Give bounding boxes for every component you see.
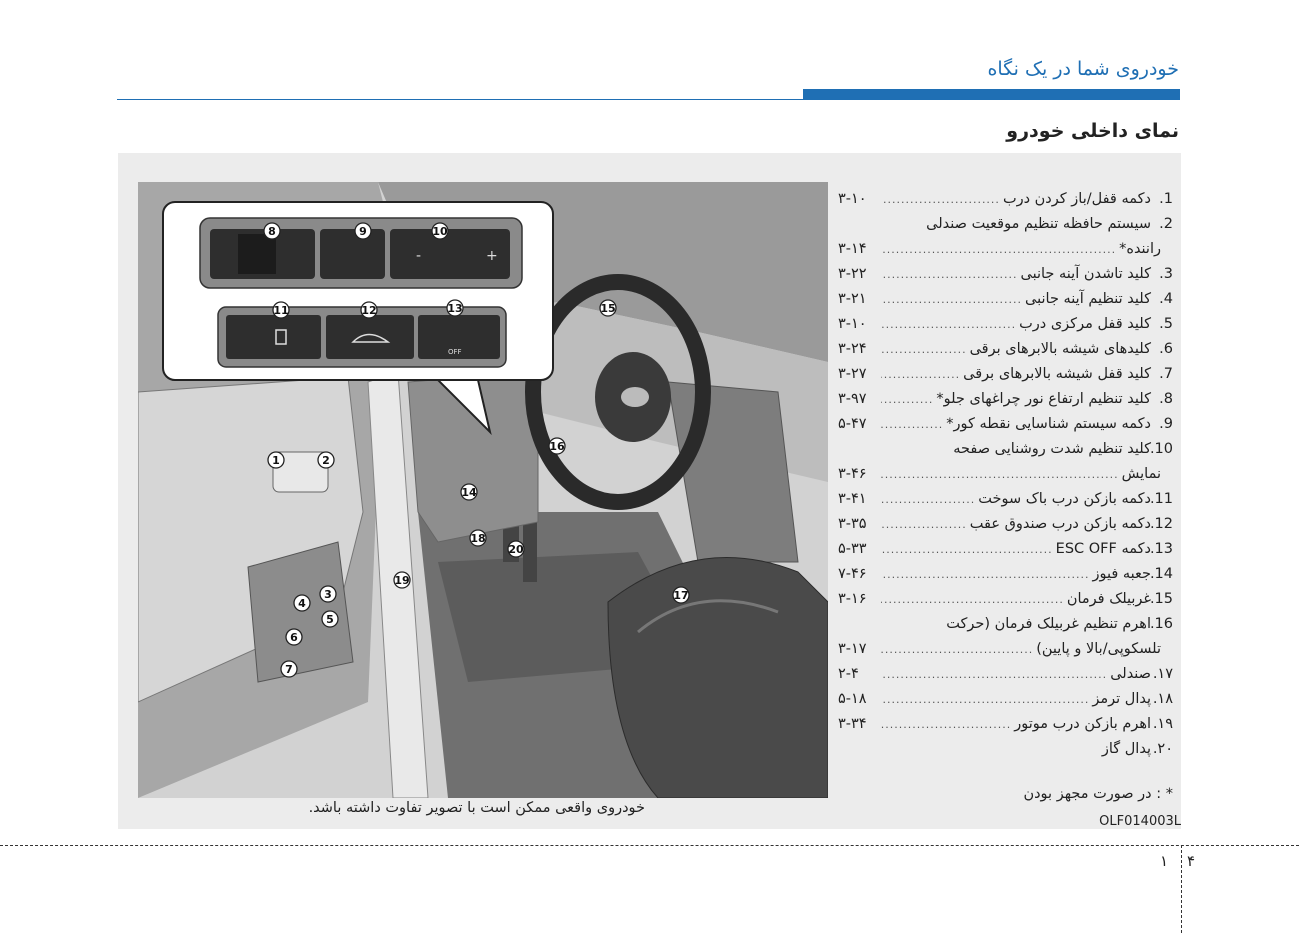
- item-label: غربیلک فرمان: [1066, 591, 1151, 607]
- item-label: کلید تنظیم ارتفاع نور چراغهای جلو*: [936, 391, 1151, 407]
- item-label: اهرم بازکن درب موتور: [1014, 716, 1151, 732]
- item-page-ref: ۳-۲۲: [838, 266, 867, 282]
- item-label: کلید قفل شیشه بالابرهای برقی: [963, 366, 1151, 382]
- leader-dots: [881, 537, 1053, 562]
- item-page-ref: ۳-۳۵: [838, 516, 867, 532]
- item-label: پدال گاز: [1101, 741, 1151, 757]
- callout-5: [322, 611, 338, 627]
- list-item: [838, 237, 1173, 262]
- item-number: 15.: [1149, 591, 1173, 607]
- item-label: صندلی: [1110, 666, 1151, 682]
- item-page-ref: ۳-۲۱: [838, 291, 867, 307]
- list-item: [838, 462, 1173, 487]
- item-page-ref: ۵-۳۳: [838, 541, 867, 557]
- item-number: 12.: [1149, 516, 1173, 532]
- list-item: [838, 712, 1173, 737]
- item-page-ref: ۳-۲۷: [838, 366, 867, 382]
- svg-text:9: 9: [359, 225, 367, 238]
- list-item: [838, 662, 1173, 687]
- item-page-ref: ۳-۱۰: [838, 316, 867, 332]
- leader-dots: [881, 687, 1089, 712]
- leader-dots: [881, 312, 1016, 337]
- item-page-ref: ۷-۴۶: [838, 566, 867, 582]
- list-item: [838, 637, 1173, 662]
- item-number: 10.: [1149, 441, 1173, 457]
- callout-17: [673, 587, 689, 603]
- list-item: [838, 562, 1173, 587]
- leader-dots: [881, 512, 967, 537]
- item-number: 9.: [1159, 416, 1173, 432]
- item-page-ref: ۵-۱۸: [838, 691, 867, 707]
- list-item: [838, 337, 1173, 362]
- dimmer-plus-label: +: [486, 248, 498, 264]
- item-page-ref: ۳-۴۱: [838, 491, 867, 507]
- item-page-ref: ۳-۱۴: [838, 241, 867, 257]
- item-page-ref: ۳-۹۷: [838, 391, 867, 407]
- list-item: [838, 262, 1173, 287]
- svg-text:16: 16: [549, 440, 565, 453]
- item-label: کلید قفل مرکزی درب: [1019, 316, 1151, 332]
- header-rule: [117, 99, 1180, 100]
- item-number: 2.: [1159, 216, 1173, 232]
- item-number: 3.: [1159, 266, 1173, 282]
- leader-dots: [881, 187, 1000, 212]
- list-item: [838, 737, 1173, 762]
- list-item: [838, 312, 1173, 337]
- item-number: 5.: [1159, 316, 1173, 332]
- list-item: [838, 687, 1173, 712]
- leader-dots: [881, 487, 975, 512]
- leader-dots: [881, 462, 1119, 487]
- svg-text:1: 1: [272, 454, 280, 467]
- list-item: [838, 212, 1173, 237]
- item-label: پدال ترمز: [1092, 691, 1151, 707]
- svg-text:5: 5: [326, 613, 334, 626]
- esc-off-label: OFF: [448, 348, 462, 356]
- item-number: 1.: [1159, 191, 1173, 207]
- item-number: 7.: [1159, 366, 1173, 382]
- list-item: [838, 537, 1173, 562]
- item-number: 11.: [1149, 491, 1173, 507]
- list-item: [838, 387, 1173, 412]
- svg-text:18: 18: [470, 532, 486, 545]
- footer-divider: [0, 845, 1299, 846]
- leader-dots: [881, 587, 1064, 612]
- callout-11: [273, 302, 289, 318]
- callout-12: [361, 302, 377, 318]
- callout-2: [318, 452, 334, 468]
- interior-illustration: [138, 182, 828, 798]
- footer-page-divider: [1181, 845, 1182, 933]
- page-number-left: ۱: [1160, 852, 1169, 870]
- leader-dots: [881, 412, 943, 437]
- item-label: راننده*: [1119, 241, 1161, 257]
- leader-dots: [881, 362, 960, 387]
- leader-dots: [881, 637, 1033, 662]
- svg-text:13: 13: [447, 302, 463, 315]
- optional-note: * : در صورت مجهز بودن: [1023, 786, 1173, 802]
- item-number: 8.: [1159, 391, 1173, 407]
- item-number: ۲۰.: [1152, 741, 1173, 757]
- item-page-ref: ۳-۱۷: [838, 641, 867, 657]
- callout-16: [549, 438, 565, 454]
- page-number-right: ۴: [1187, 852, 1196, 870]
- callout-20: [508, 541, 524, 557]
- section-title: نمای داخلی خودرو: [1006, 120, 1179, 142]
- svg-text:17: 17: [673, 589, 689, 602]
- item-page-ref: ۳-۲۴: [838, 341, 867, 357]
- component-list: [838, 187, 1173, 762]
- list-item: [838, 612, 1173, 637]
- item-label: دکمه بازکن درب باک سوخت: [978, 491, 1151, 507]
- interior-drawing: [138, 182, 828, 798]
- leader-dots: [881, 662, 1107, 687]
- svg-text:3: 3: [324, 588, 332, 601]
- callout-6: [286, 629, 302, 645]
- dimmer-minus-label: -: [416, 248, 422, 264]
- item-label: نمایش: [1121, 466, 1161, 482]
- list-item: [838, 287, 1173, 312]
- item-number: 14.: [1149, 566, 1173, 582]
- svg-text:4: 4: [298, 597, 306, 610]
- list-item: [838, 412, 1173, 437]
- list-item: [838, 437, 1173, 462]
- leader-dots: [881, 562, 1089, 587]
- callout-7: [281, 661, 297, 677]
- item-number: 4.: [1159, 291, 1173, 307]
- leader-dots: [881, 337, 967, 362]
- svg-text:11: 11: [273, 304, 289, 317]
- item-label: دکمه قفل/باز کردن درب: [1002, 191, 1151, 207]
- item-label: کلید تاشدن آینه جانبی: [1020, 266, 1151, 282]
- leader-dots: [881, 237, 1116, 262]
- callout-8: [264, 223, 280, 239]
- list-item: [838, 187, 1173, 212]
- item-number: 16.: [1149, 616, 1173, 632]
- item-page-ref: ۳-۱۰: [838, 191, 867, 207]
- svg-text:19: 19: [394, 574, 410, 587]
- callout-15: [600, 300, 616, 316]
- leader-dots: [881, 262, 1018, 287]
- item-number: 13.: [1149, 541, 1173, 557]
- svg-text:12: 12: [361, 304, 377, 317]
- callout-14: [461, 484, 477, 500]
- item-label: دکمه سیستم شناسایی نقطه کور*: [946, 416, 1151, 432]
- callout-18: [470, 530, 486, 546]
- item-number: ۱۹.: [1152, 716, 1173, 732]
- callout-13: [447, 300, 463, 316]
- callout-4: [294, 595, 310, 611]
- callout-19: [394, 572, 410, 588]
- item-page-ref: ۲-۴: [838, 666, 859, 682]
- item-number: 6.: [1159, 341, 1173, 357]
- header-title: خودروی شما در یک نگاه: [987, 58, 1179, 80]
- item-page-ref: ۳-۴۶: [838, 466, 867, 482]
- list-item: [838, 512, 1173, 537]
- callout-9: [355, 223, 371, 239]
- svg-text:14: 14: [461, 486, 477, 499]
- svg-text:7: 7: [285, 663, 293, 676]
- callout-10: [432, 223, 448, 239]
- svg-text:2: 2: [322, 454, 330, 467]
- item-page-ref: ۳-۱۶: [838, 591, 867, 607]
- svg-text:10: 10: [432, 225, 448, 238]
- svg-text:8: 8: [268, 225, 276, 238]
- item-label: جعبه فیوز: [1092, 566, 1151, 582]
- leader-dots: [881, 712, 1011, 737]
- item-label: اهرم تنظیم غربیلک فرمان (حرکت: [946, 616, 1151, 632]
- illustration-caption: خودروی واقعی ممکن است با تصویر تفاوت داشته باشد.: [308, 800, 645, 816]
- item-page-ref: ۳-۳۴: [838, 716, 867, 732]
- item-label: دکمه ESC OFF: [1055, 541, 1151, 557]
- item-label: دکمه بازکن درب صندوق عقب: [969, 516, 1151, 532]
- item-label: کلیدهای شیشه بالابرهای برقی: [969, 341, 1151, 357]
- callout-1: [268, 452, 284, 468]
- svg-text:20: 20: [508, 543, 524, 556]
- item-label: کلید تنظیم آینه جانبی: [1025, 291, 1151, 307]
- list-item: [838, 587, 1173, 612]
- leader-dots: [881, 387, 933, 412]
- list-item: [838, 362, 1173, 387]
- callout-3: [320, 586, 336, 602]
- item-number: ۱۷.: [1152, 666, 1173, 682]
- leader-dots: [881, 287, 1022, 312]
- item-number: ۱۸.: [1152, 691, 1173, 707]
- item-label: سیستم حافظه تنظیم موقعیت صندلی: [926, 216, 1151, 232]
- svg-text:15: 15: [600, 302, 616, 315]
- item-label: کلید تنظیم شدت روشنایی صفحه: [953, 441, 1151, 457]
- svg-text:6: 6: [290, 631, 298, 644]
- item-label: تلسکوپی/بالا و پایین): [1036, 641, 1161, 657]
- item-page-ref: ۵-۴۷: [838, 416, 867, 432]
- image-code: OLF014003L: [1099, 814, 1181, 829]
- list-item: [838, 487, 1173, 512]
